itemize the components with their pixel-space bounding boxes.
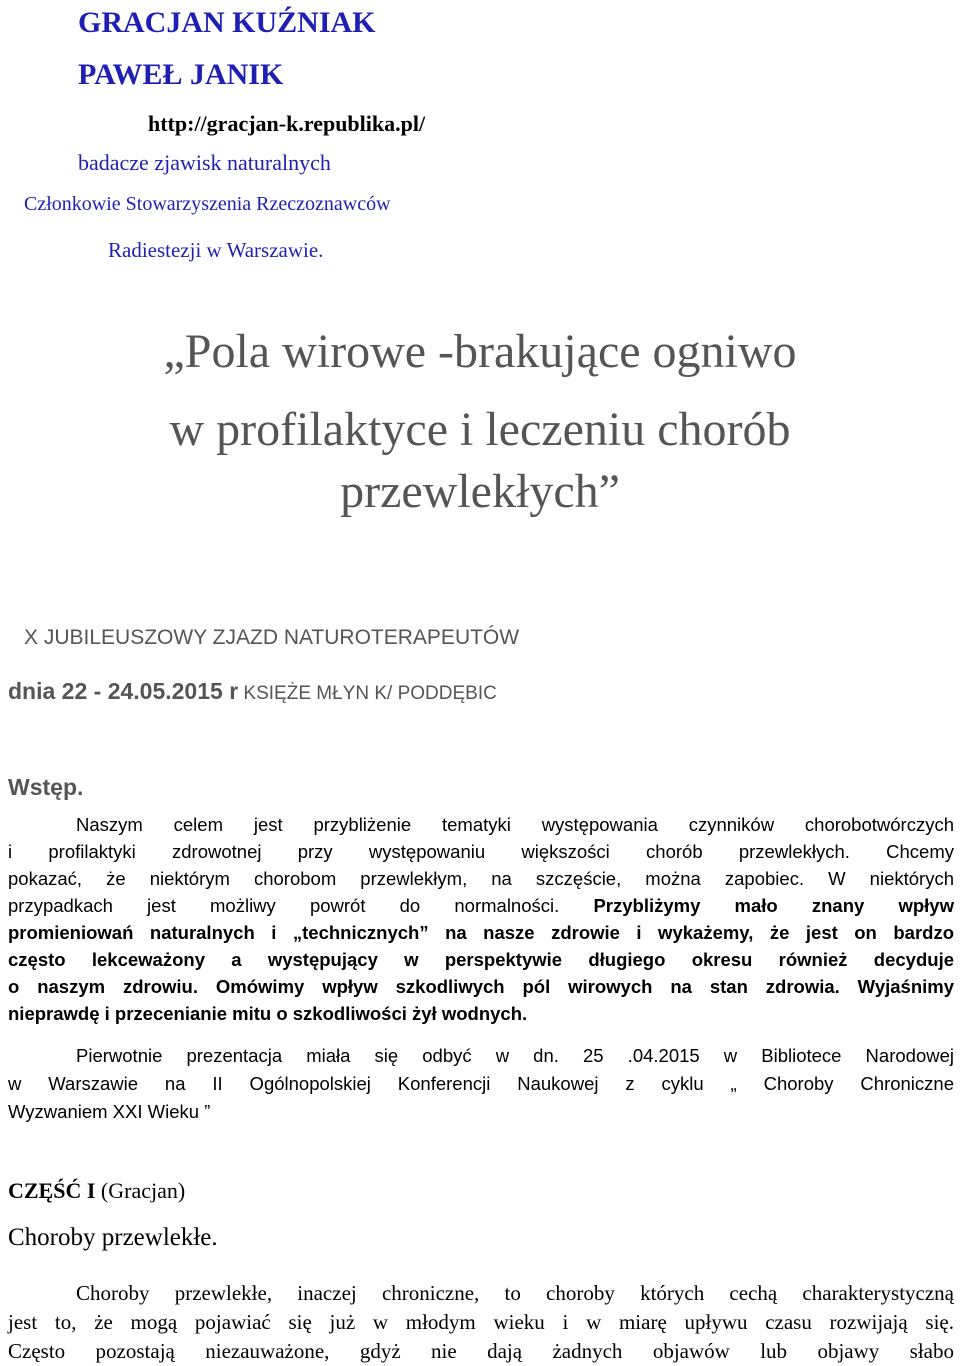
intro-paragraph-segment: przypadkach jest możliwy powrót do normalności. xyxy=(8,895,594,916)
author-name-1: GRACJAN KUŹNIAK xyxy=(78,6,376,39)
intro-paragraph-line: Naszym celem jest przybliżenie tematyki występowania czynników chorobotwórczych xyxy=(76,814,954,835)
intro-paragraph-line: o naszym zdrowiu. Omówimy wpływ szkodliwych pól wirowych na stan zdrowia. Wyjaśnimy xyxy=(8,976,954,997)
event-date: dnia 22 - 24.05.2015 r xyxy=(8,678,239,704)
intro-paragraph-line: i profilaktyki zdrowotnej przy występowaniu większości chorób przewlekłych. Chcemy xyxy=(8,841,954,862)
presentation-note-line: Wyzwaniem XXI Wieku ” xyxy=(8,1101,211,1122)
section-paragraph-line: Często pozostają niezauważone, gdyż nie dają żadnych objawów lub objawy słabo xyxy=(8,1339,954,1363)
intro-paragraph-line: często lekceważony a występujący w perspektywie długiego okresu również decyduje xyxy=(8,949,954,970)
part-author: (Gracjan) xyxy=(95,1178,186,1203)
section-heading: Choroby przewlekłe. xyxy=(8,1224,218,1251)
intro-heading: Wstęp. xyxy=(8,774,84,800)
part-heading xyxy=(8,1178,185,1204)
part-label: CZĘŚĆ I xyxy=(8,1178,96,1203)
section-paragraph-line: Choroby przewlekłe, inaczej chroniczne, to choroby których cechą charakterystyczną xyxy=(76,1281,954,1305)
intro-paragraph-segment-bold: Przybliżymy mało znany wpływ xyxy=(593,895,954,916)
affiliation-line-3: Radiestezji w Warszawie. xyxy=(108,238,324,262)
event-date-place xyxy=(8,678,497,705)
document-title-line-1: „Pola wirowe -brakujące ogniwo xyxy=(163,325,797,378)
event-name: X JUBILEUSZOWY ZJAZD NATUROTERAPEUTÓW xyxy=(24,626,520,649)
affiliation-line-1: badacze zjawisk naturalnych xyxy=(78,150,331,175)
affiliation-line-2: Członkowie Stowarzyszenia Rzeczoznawców xyxy=(24,193,391,215)
intro-paragraph-line: nieprawdę i przecenianie mitu o szkodliwości żył wodnych. xyxy=(8,1003,528,1024)
event-place: KSIĘŻE MŁYN K/ PODDĘBIC xyxy=(238,683,497,704)
intro-paragraph-line: promieniowań naturalnych i „technicznych” na nasze zdrowie i wykażemy, że jest on bardzo xyxy=(8,922,954,943)
presentation-note-line: w Warszawie na II Ogólnopolskiej Konferencji Naukowej z cyklu „ Choroby Chroniczne xyxy=(8,1073,954,1094)
document-title-line-3: przewlekłych” xyxy=(340,465,620,518)
intro-paragraph-line: pokazać, że niektórym chorobom przewlekłym, na szczęście, można zapobiec. W niektórych xyxy=(8,868,954,889)
intro-paragraph-line xyxy=(8,893,954,919)
website-url: http://gracjan-k.republika.pl/ xyxy=(148,111,426,136)
document-title-line-2: w profilaktyce i leczeniu chorób xyxy=(169,403,791,456)
presentation-note-line: Pierwotnie prezentacja miała się odbyć w dn. 25 .04.2015 w Bibliotece Narodowej xyxy=(76,1045,954,1066)
section-paragraph-line: jest to, że mogą pojawiać się już w młodym wieku i w miarę upływu czasu rozwijają się. xyxy=(8,1310,954,1334)
author-name-2: PAWEŁ JANIK xyxy=(78,58,284,91)
